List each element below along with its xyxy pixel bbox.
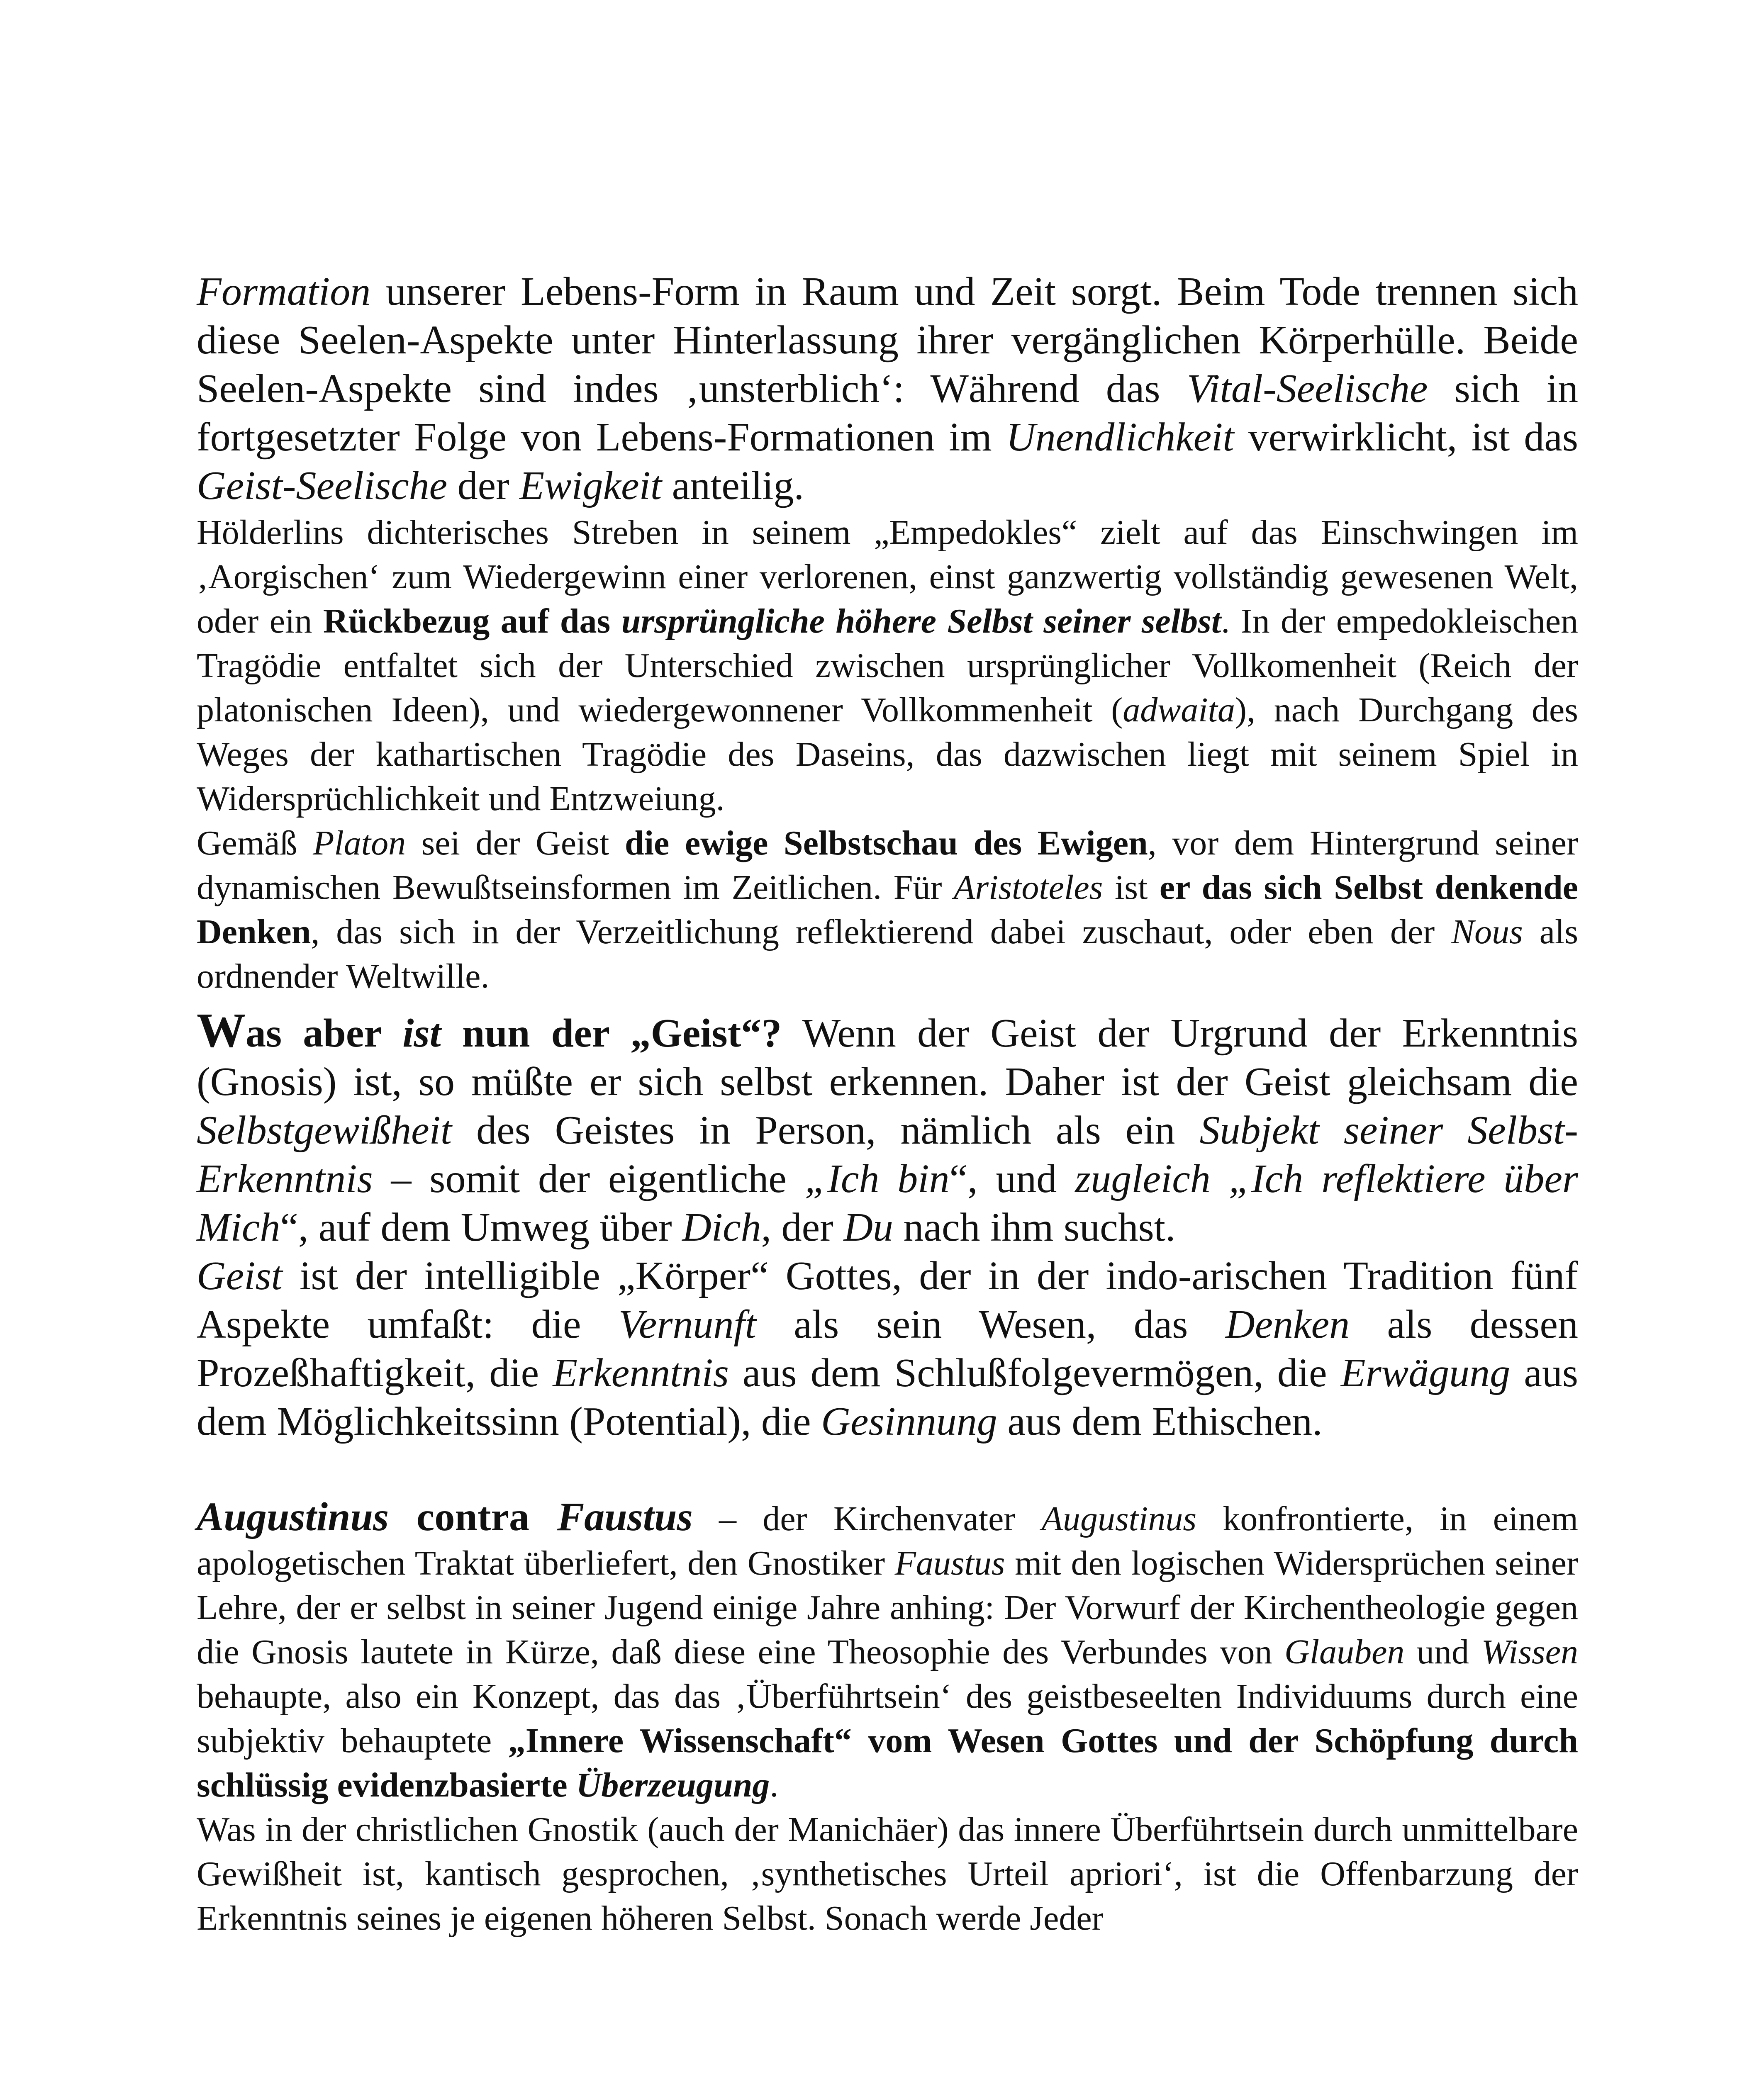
text-run: ist der intelligible „Körper“ Gottes, der in der indo-arischen Tradition fünf Aspekte umfaßt: die bbox=[197, 1254, 1578, 1347]
text-run: „Ich bin bbox=[804, 1156, 950, 1201]
text-run: Faustus bbox=[894, 1544, 1005, 1582]
text-run: “, und bbox=[949, 1156, 1075, 1201]
text-run: , vor dem Hintergrund seiner dynamischen Bewußtseinsformen im Zeitlichen. Für bbox=[197, 824, 1578, 907]
text-run: die ewige Selbstschau des Ewigen bbox=[624, 824, 1148, 862]
text-run: „Innere Wissenschaft“ vom Wesen Gottes und der Schöpfung durch schlüssig evidenzbasierte bbox=[197, 1721, 1579, 1804]
text-run: Nous bbox=[1451, 913, 1523, 951]
text-run: sei der Geist bbox=[406, 824, 625, 862]
text-run: Formation bbox=[197, 269, 371, 314]
text-run: anteilig. bbox=[662, 463, 804, 508]
text-run: adwaita bbox=[1123, 691, 1235, 729]
text-run: Unendlichkeit bbox=[1006, 415, 1234, 460]
text-run: Vital-Seelische bbox=[1187, 366, 1428, 411]
text-run: aus dem Möglichkeitssinn (Potential), die bbox=[197, 1351, 1578, 1444]
text-run: as aber bbox=[246, 1011, 403, 1056]
text-run: des Geistes in Person, nämlich als ein bbox=[452, 1108, 1200, 1153]
paragraph-was-ist-geist bbox=[197, 1003, 1578, 1252]
text-run: Was in der christlichen Gnostik (auch der Manichäer) das innere Überführtsein durch unmittelbare Gewißheit ist, kantisch gesprochen, ‚synthetisches Urteil apriori‘, ist die Offenbarzung der Erkenntnis seines je eigenen höheren Selbst. Sonach werde Jeder bbox=[197, 1810, 1578, 1938]
text-run: Du bbox=[843, 1205, 894, 1250]
text-run: mit den logischen Widersprüchen seiner Lehre, der er selbst in seiner Jugend einige Jahre anhing: Der Vorwurf der Kirchentheologie gegen die Gnosis lautete in Kürze, daß diese eine Theosophie des Verbundes von bbox=[197, 1544, 1578, 1671]
paragraph-seelen-aspekte bbox=[197, 268, 1578, 510]
paragraph-platon-aristoteles bbox=[197, 821, 1578, 998]
text-run: als ordnender Weltwille. bbox=[197, 913, 1579, 996]
text-run: W bbox=[197, 1003, 246, 1057]
text-run: ist bbox=[1103, 868, 1160, 907]
text-run: Glauben bbox=[1284, 1633, 1405, 1671]
text-run: verwirklicht, ist das bbox=[1234, 415, 1578, 460]
text-run: Erwägung bbox=[1340, 1351, 1511, 1395]
text-run: Selbstgewißheit bbox=[197, 1108, 452, 1153]
text-run: – der Kirchenvater bbox=[692, 1500, 1042, 1538]
text-run: – somit der eigentliche bbox=[373, 1156, 805, 1201]
text-run: Rückbezug auf das bbox=[323, 602, 621, 640]
text-run: Hölderlins dichterisches Streben in seinem „Empedokles“ zielt auf das Einschwingen im ‚Aorgischen‘ zum Wiedergewinn einer verlorenen, einst ganzwertig vollständig gewesenen Welt, oder ein bbox=[197, 513, 1578, 640]
text-run: Aristoteles bbox=[954, 868, 1103, 907]
text-run: konfrontierte, in einem apologetischen Traktat überliefert, den Gnostiker bbox=[197, 1500, 1579, 1582]
text-run: aus dem Ethischen. bbox=[997, 1399, 1323, 1444]
text-run: behaupte, also ein Konzept, das das ‚Überführtsein‘ des geistbeseelten Individuums durch eine subjektiv behauptete bbox=[197, 1677, 1578, 1760]
text-run: ist bbox=[402, 1011, 441, 1056]
paragraph-geist-aspekte bbox=[197, 1252, 1578, 1446]
text-run: Dich bbox=[682, 1205, 761, 1250]
page-body bbox=[197, 268, 1578, 1940]
text-run: Gemäß bbox=[197, 824, 313, 862]
text-run: , das sich in der Verzeitlichung reflektierend dabei zuschaut, oder eben der bbox=[311, 913, 1452, 951]
text-run: Wenn der Geist der Urgrund der Erkenntnis (Gnosis) ist, so müßte er sich selbst erkennen. Daher ist der Geist gleichsam die bbox=[197, 1011, 1578, 1104]
text-run: zugleich „Ich reflektiere über Mich bbox=[197, 1156, 1578, 1250]
paragraph-hoelderlin-empedokles bbox=[197, 510, 1578, 821]
text-run: contra bbox=[389, 1495, 557, 1539]
paragraph-augustinus-faustus bbox=[197, 1495, 1578, 1807]
text-run: aus dem Schlußfolgevermögen, die bbox=[729, 1351, 1341, 1395]
text-run: Wissen bbox=[1481, 1633, 1578, 1671]
text-run: Faustus bbox=[557, 1495, 693, 1539]
text-run: . In der empedokleischen Tragödie entfaltet sich der Unterschied zwischen ursprünglicher Vollkomenheit (Reich der platonischen Ideen), und wiedergewonnener Vollkommenheit ( bbox=[197, 602, 1578, 729]
text-run: Denken bbox=[1225, 1302, 1350, 1347]
text-run: als sein Wesen, das bbox=[756, 1302, 1226, 1347]
text-run: Erkenntnis bbox=[553, 1351, 729, 1395]
text-run: Subjekt seiner Selbst-Erkenntnis bbox=[197, 1108, 1578, 1201]
text-run: sich in fortgesetzter Folge von Lebens-Formationen im bbox=[197, 366, 1578, 460]
text-run: nun der „Geist“? bbox=[441, 1011, 782, 1056]
text-run: als dessen Prozeßhaftigkeit, die bbox=[197, 1302, 1579, 1395]
text-run: Gesinnung bbox=[821, 1399, 997, 1444]
text-run: nach ihm suchst. bbox=[893, 1205, 1176, 1250]
text-run: unserer Lebens-Form in Raum und Zeit sorgt. Beim Tode trennen sich diese Seelen-Aspekte unter Hinterlassung ihrer vergänglichen Körperhülle. Beide Seelen-Aspekte sind indes ‚unsterblich‘: Während das bbox=[197, 269, 1578, 411]
paragraph-christliche-gnostik bbox=[197, 1807, 1578, 1940]
text-run: Geist-Seelische bbox=[197, 463, 448, 508]
text-run: ), nach Durchgang des Weges der kathartischen Tragödie des Daseins, das dazwischen liegt mit seinem Spiel in Widersprüchlichkeit und Entzweiung. bbox=[197, 691, 1578, 818]
text-run: Vernunft bbox=[618, 1302, 756, 1347]
text-run: er das sich Selbst denkende Denken bbox=[197, 868, 1578, 951]
text-run: und bbox=[1404, 1633, 1481, 1671]
text-run: , der bbox=[761, 1205, 844, 1250]
text-run: der bbox=[447, 463, 520, 508]
text-run: Überzeugung bbox=[576, 1766, 770, 1804]
text-run: Geist bbox=[197, 1254, 283, 1298]
text-run: Augustinus bbox=[197, 1495, 389, 1539]
text-run: Platon bbox=[313, 824, 406, 862]
text-run: “, auf dem Umweg über bbox=[280, 1205, 682, 1250]
text-run: Ewigkeit bbox=[519, 463, 662, 508]
text-run: Augustinus bbox=[1041, 1500, 1197, 1538]
text-run: ursprüngliche höhere Selbst seiner selbst bbox=[621, 602, 1221, 640]
text-run: . bbox=[770, 1766, 779, 1804]
